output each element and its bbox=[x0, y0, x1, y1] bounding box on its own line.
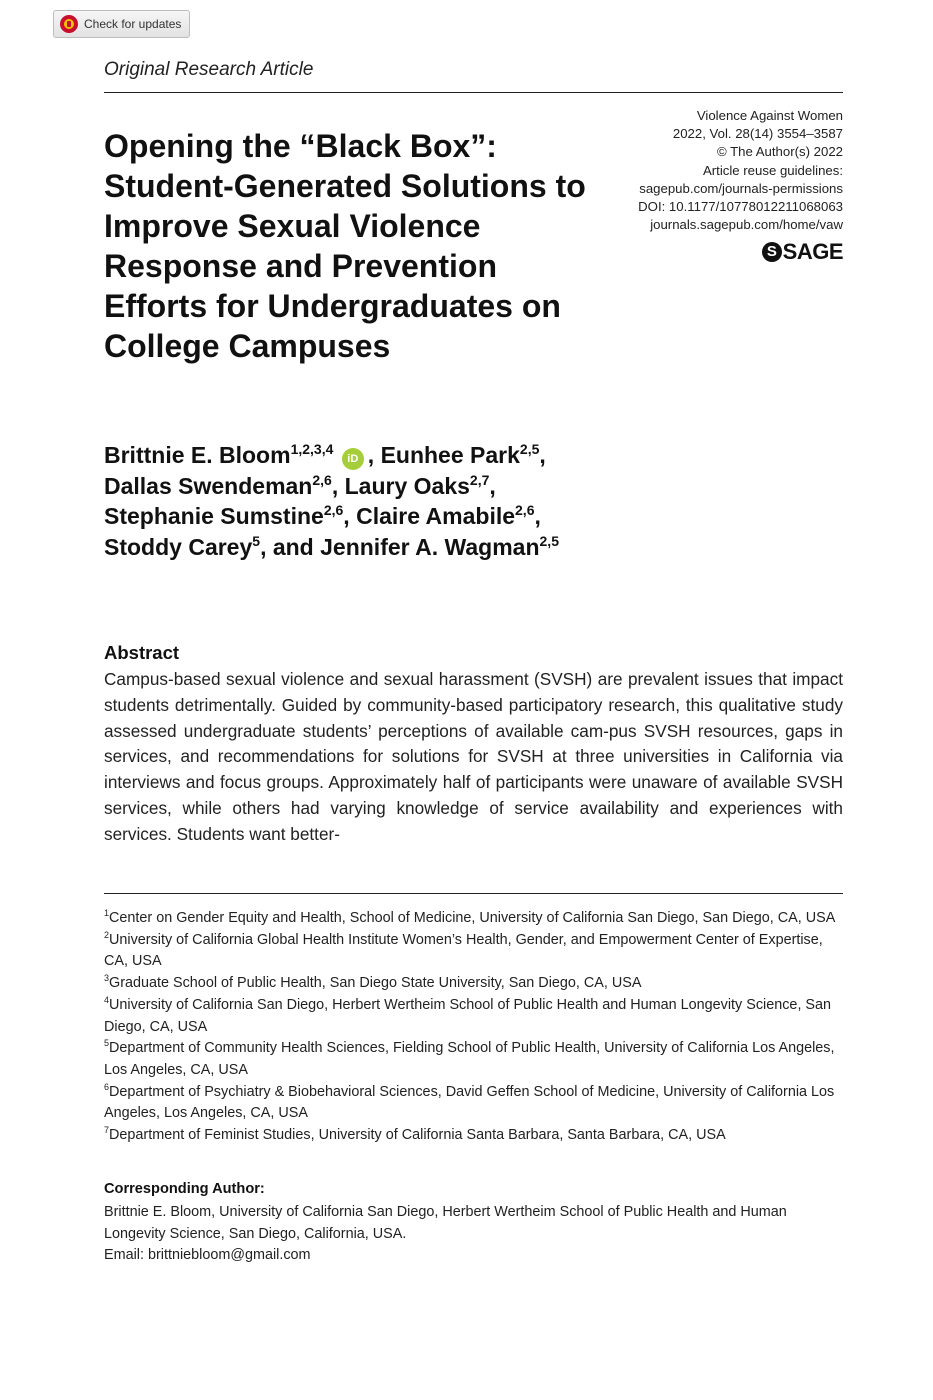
affiliation-item bbox=[104, 1038, 843, 1081]
footnote-divider bbox=[104, 893, 843, 894]
abstract-heading: Abstract bbox=[104, 642, 180, 663]
affiliation-item bbox=[104, 1082, 843, 1125]
affiliation-text: Department of Feminist Studies, University of California Santa Barbara, Santa Barbara, CA, USA bbox=[109, 1127, 726, 1144]
check-for-updates-button[interactable] bbox=[53, 10, 190, 38]
author-separator: , and bbox=[260, 533, 321, 560]
affiliation-text: University of California San Diego, Herbert Wertheim School of Public Health and Human Longevity Science, San Diego, CA, USA bbox=[104, 996, 832, 1035]
publisher-name: SAGE bbox=[782, 239, 843, 264]
volume-pages: 2022, Vol. 28(14) 3554–3587 bbox=[672, 126, 843, 142]
author-name[interactable]: Claire Amabile bbox=[356, 503, 516, 529]
affiliation-item bbox=[104, 908, 843, 930]
header-divider bbox=[104, 92, 843, 93]
author-name[interactable]: Eunhee Park bbox=[380, 442, 520, 468]
journal-homepage-link[interactable]: journals.sagepub.com/home/vaw bbox=[650, 217, 843, 233]
affiliation-text: University of California Global Health Institute Women’s Health, Gender, and Empowerment Center of Expertise, CA, USA bbox=[104, 931, 823, 970]
affiliation-text: Department of Psychiatry & Biobehavioral Sciences, David Geffen School of Medicine, University of California Los Angeles, Los Angeles, CA, USA bbox=[104, 1083, 835, 1122]
author-affiliation-numbers: 2,5 bbox=[539, 532, 559, 549]
reuse-label: Article reuse guidelines: bbox=[702, 162, 843, 178]
author-name[interactable]: Laury Oaks bbox=[344, 472, 470, 499]
affiliation-item bbox=[104, 1125, 843, 1147]
author-name[interactable]: Dallas Swendeman bbox=[104, 472, 313, 499]
author-affiliation-numbers: 2,6 bbox=[312, 471, 332, 488]
author-name[interactable]: Jennifer A. Wagman bbox=[320, 533, 540, 560]
affiliation-item bbox=[104, 930, 843, 973]
affiliation-number: 7 bbox=[104, 1125, 110, 1136]
author-separator: , bbox=[367, 442, 381, 468]
affiliation-number: 2 bbox=[104, 929, 110, 940]
affiliation-number: 5 bbox=[104, 1038, 110, 1049]
affiliation-number: 3 bbox=[104, 973, 110, 984]
journal-name: Violence Against Women bbox=[696, 108, 843, 123]
author-separator: , bbox=[489, 472, 496, 499]
author-separator: , bbox=[534, 503, 541, 529]
publisher-logo bbox=[762, 239, 843, 265]
affiliation-text: Graduate School of Public Health, San Diego State University, San Diego, CA, USA bbox=[109, 975, 642, 992]
affiliation-text: Center on Gender Equity and Health, School of Medicine, University of California San Diego, San Diego, CA, USA bbox=[109, 910, 836, 926]
author-affiliation-numbers: 5 bbox=[252, 532, 261, 549]
permissions-link[interactable]: sagepub.com/journals-permissions bbox=[639, 180, 843, 196]
affiliation-text: Department of Community Health Sciences, Fielding School of Public Health, University of California Los Angeles, Los Angeles, CA, USA bbox=[104, 1040, 835, 1078]
corresponding-author-email[interactable]: Email: brittniebloom@gmail.com bbox=[104, 1247, 311, 1264]
author-list bbox=[104, 440, 664, 562]
abstract-text: Campus-based sexual violence and sexual harassment (SVSH) are prevalent issues that impact students detrimentally. Guided by community-based participatory research, this qualitative study assessed undergraduate students’ perceptions of available cam-pus SVSH resources, gaps in services, and recommendations for solutions for SVSH at three universities in California via interviews and focus groups. Approximately half of participants were unaware of available SVSH services, while others had varying knowledge of service availability and experiences with services. Students want better- bbox=[104, 669, 843, 844]
corresponding-author-address: Brittnie E. Bloom, University of California San Diego, Herbert Wertheim School of Public Health and Human Longevity Science, San Diego, California, USA. bbox=[104, 1204, 787, 1242]
affiliations-list bbox=[104, 908, 843, 1147]
author-separator: , bbox=[539, 442, 546, 468]
sage-logo-icon: S bbox=[762, 242, 782, 262]
affiliation-number: 6 bbox=[104, 1081, 110, 1092]
author-name[interactable]: Brittnie E. Bloom bbox=[104, 442, 291, 468]
corresponding-author-details bbox=[104, 1202, 843, 1267]
article-type: Original Research Article bbox=[104, 59, 314, 80]
author-name[interactable]: Stoddy Carey bbox=[104, 533, 253, 560]
author-affiliation-numbers: 1,2,3,4 bbox=[290, 441, 334, 457]
author-affiliation-numbers: 2,6 bbox=[323, 502, 344, 518]
affiliation-number: 4 bbox=[104, 994, 110, 1005]
author-separator: , bbox=[343, 503, 357, 529]
affiliation-item bbox=[104, 973, 843, 995]
journal-info bbox=[543, 107, 843, 234]
author-affiliation-numbers: 2,5 bbox=[519, 441, 540, 457]
orcid-icon[interactable]: iD bbox=[342, 448, 364, 470]
author-affiliation-numbers: 2,6 bbox=[515, 502, 535, 518]
affiliation-item bbox=[104, 995, 843, 1038]
copyright: © The Author(s) 2022 bbox=[716, 144, 843, 160]
author-affiliation-numbers: 2,7 bbox=[469, 471, 490, 488]
check-for-updates-label: Check for updates bbox=[84, 17, 182, 31]
crossmark-icon bbox=[60, 15, 78, 33]
author-separator: , bbox=[331, 472, 345, 499]
author-name[interactable]: Stephanie Sumstine bbox=[104, 503, 324, 529]
affiliation-number: 1 bbox=[104, 908, 110, 918]
article-title: Opening the “Black Box”: Student-Generated Solutions to Improve Sexual Violence Response and Prevention Efforts for Undergraduates on College Campuses bbox=[104, 128, 586, 364]
corresponding-author-heading: Corresponding Author: bbox=[104, 1181, 265, 1197]
doi[interactable]: DOI: 10.1177/10778012211068063 bbox=[638, 199, 843, 215]
